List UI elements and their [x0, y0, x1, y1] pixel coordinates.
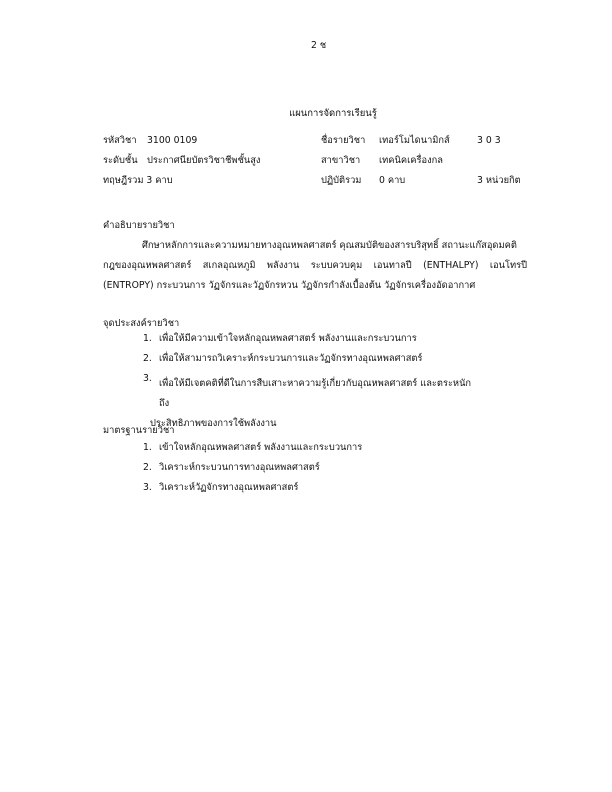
list-item-text: เพื่อให้สามารถวิเคราะห์กระบวนการและวัฏจักรทางอุณหพลศาสตร์ — [159, 353, 423, 364]
list-item-number: 1. — [143, 333, 152, 344]
credit-units: 3 หน่วยกิต — [477, 175, 521, 186]
list-item-number: 2. — [143, 353, 152, 364]
list-item — [103, 354, 533, 374]
course-credits: 3 0 3 — [477, 135, 501, 146]
list-item-number: 3. — [143, 373, 152, 384]
info-row-course — [103, 136, 543, 150]
description-heading: คำอธิบายรายวิชา — [103, 220, 175, 231]
practice-label: ปฏิบัติรวม — [321, 175, 362, 186]
list-item — [103, 443, 533, 463]
course-name-value: เทอร์โมไดนามิกส์ — [379, 135, 450, 146]
list-item-text: วิเคราะห์กระบวนการทางอุณหพลศาสตร์ — [159, 462, 320, 473]
list-item-number: 3. — [143, 482, 152, 493]
description-line: ศึกษาหลักการและความหมายทางอุณหพลศาสตร์ คุณสมบัติของสารบริสุทธิ์ สถานะแก๊สอุดมคติ — [142, 240, 517, 251]
program-value: เทคนิคเครื่องกล — [379, 155, 443, 166]
standards-list — [103, 443, 533, 503]
list-item-text: เข้าใจหลักอุณหพลศาสตร์ พลังงานและกระบวนการ — [159, 442, 363, 453]
objectives-heading: จุดประสงค์รายวิชา — [103, 318, 180, 329]
description-line: กฎของอุณหพลศาสตร์ สเกลอุณหภูมิ พลังงาน ระบบควบคุม เอนทาลปี (ENTHALPY) เอนโทรปี — [103, 260, 527, 271]
course-name-label: ชื่อรายวิชา — [321, 135, 366, 146]
level-value: ประกาศนียบัตรวิชาชีพชั้นสูง — [147, 155, 261, 166]
description-paragraph — [103, 236, 527, 296]
page-number: 2 ช — [311, 40, 327, 51]
list-item-continuation: ประสิทธิภาพของการใช้พลังงาน — [150, 418, 277, 429]
theory-hours: ทฤษฎีรวม 3 คาบ — [103, 175, 173, 186]
list-item — [103, 463, 533, 483]
list-item — [103, 373, 533, 429]
list-item-number: 1. — [143, 442, 152, 453]
objectives-list — [103, 333, 533, 429]
level-label: ระดับชั้น — [103, 155, 138, 166]
program-label: สาขาวิชา — [321, 155, 361, 166]
list-item-number: 2. — [143, 462, 152, 473]
description-line: (ENTROPY) กระบวนการ วัฏจักรและวัฏจักรหวน วัฏจักรกำลังเบื้องต้น วัฏจักรเครื่องอัดอากาศ — [103, 280, 476, 291]
practice-value: 0 คาบ — [379, 175, 406, 186]
course-code-label: รหัสวิชา — [103, 135, 137, 146]
list-item-text: เพื่อให้มีเจตคติที่ดีในการสืบเสาะหาความรู้เกี่ยวกับอุณหพลศาสตร์ และตระหนักถึง — [159, 378, 472, 409]
list-item — [103, 334, 533, 354]
info-row-hours — [103, 176, 543, 190]
list-item-text-block — [150, 374, 479, 434]
standards-heading: มาตรฐานรายวิชา — [103, 425, 175, 436]
list-item-text: เพื่อให้มีความเข้าใจหลักอุณหพลศาสตร์ พลังงานและกระบวนการ — [159, 333, 417, 344]
course-code-value: 3100 0109 — [147, 135, 198, 146]
info-row-level — [103, 156, 543, 170]
page-title: แผนการจัดการเรียนรู้ — [289, 108, 377, 119]
list-item — [103, 483, 533, 503]
list-item-text: วิเคราะห์วัฏจักรทางอุณหพลศาสตร์ — [159, 482, 299, 493]
